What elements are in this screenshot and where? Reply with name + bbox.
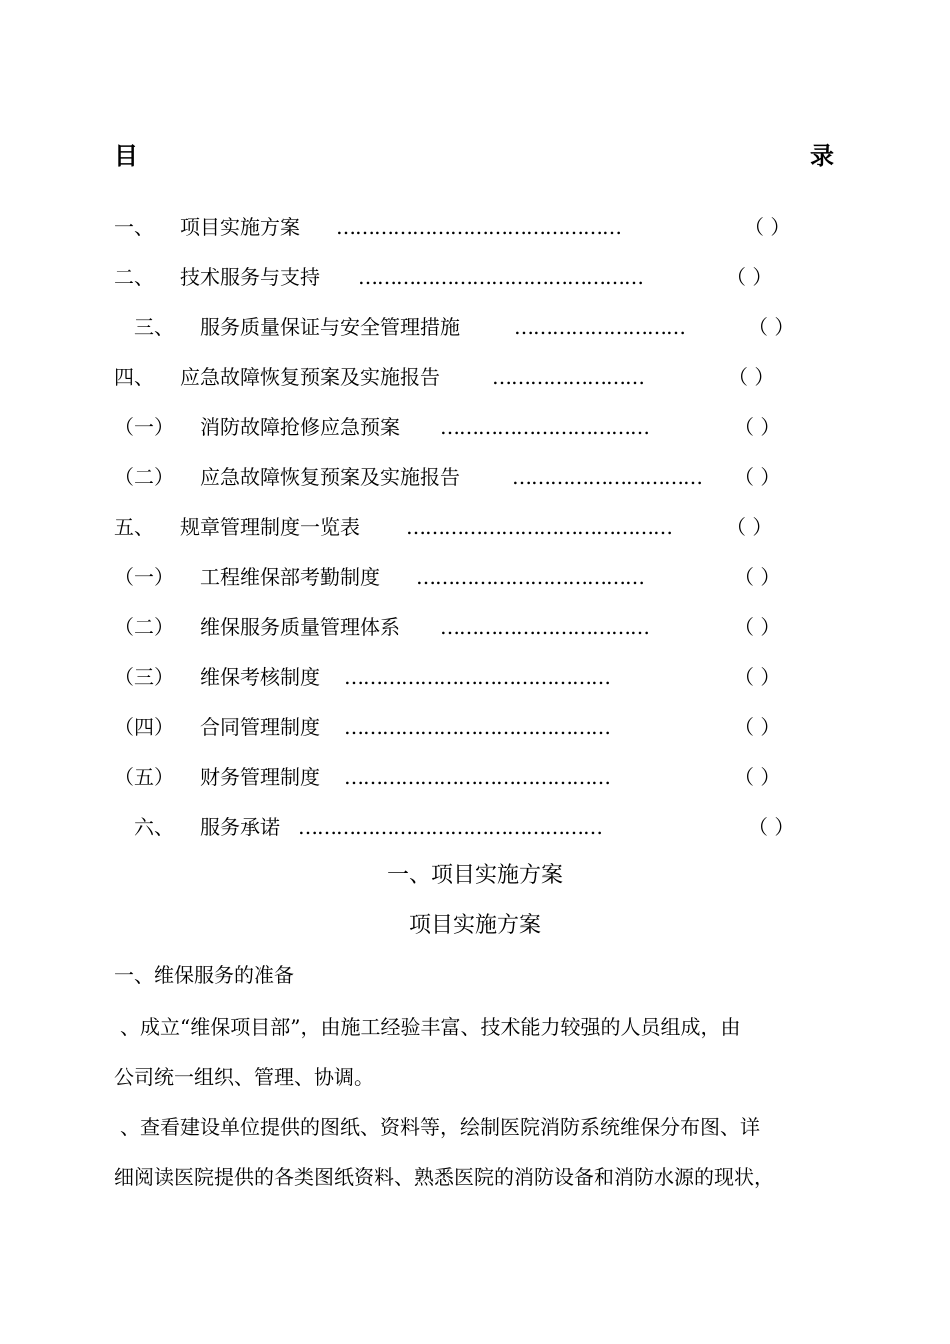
toc-entry-number: （一） xyxy=(114,415,174,439)
toc-entry-page: （ ） xyxy=(744,215,791,239)
toc-entry-leader: ……………………………………… xyxy=(358,265,643,289)
toc-entry-leader: …………………………………… xyxy=(406,515,672,539)
toc-entry[interactable] xyxy=(114,712,834,742)
toc-entry-leader: …………………… xyxy=(492,365,644,389)
paragraph-line: 、成立“维保项目部”，由施工经验丰富、技术能力较强的人员组成，由 xyxy=(120,1015,741,1039)
toc-entry-leader: ……………………………………… xyxy=(336,215,621,239)
toc-entry-text: 项目实施方案 xyxy=(180,215,300,239)
toc-entry-page: （ ） xyxy=(734,415,781,439)
toc-entry[interactable] xyxy=(114,512,834,542)
toc-entry[interactable] xyxy=(114,562,834,592)
toc-entry-page: （ ） xyxy=(728,365,775,389)
toc-entry[interactable] xyxy=(114,262,834,292)
toc-entry-number: 四、 xyxy=(114,365,154,389)
toc-entry[interactable] xyxy=(114,362,834,392)
toc-entry-page: （ ） xyxy=(734,565,781,589)
toc-entry[interactable] xyxy=(114,412,834,442)
subsection-heading: 一、维保服务的准备 xyxy=(114,963,294,987)
toc-entry-number: 六、 xyxy=(134,815,174,839)
toc-entry-text: 工程维保部考勤制度 xyxy=(200,565,380,589)
toc-entry-page: （ ） xyxy=(734,615,781,639)
toc-entry-number: 三、 xyxy=(134,315,174,339)
toc-entry-page: （ ） xyxy=(748,815,795,839)
toc-entry[interactable] xyxy=(134,812,834,842)
paragraph-line: 、查看建设单位提供的图纸、资料等，绘制医院消防系统维保分布图、详 xyxy=(120,1115,760,1139)
section-heading: 一、项目实施方案 xyxy=(386,863,563,888)
toc-entry-leader: …………………………………… xyxy=(344,665,610,689)
toc-entry-number: 二、 xyxy=(114,265,154,289)
paragraph-line: 公司统一组织、管理、协调。 xyxy=(114,1065,374,1089)
toc-entry-number: （一） xyxy=(114,565,174,589)
toc-entry[interactable] xyxy=(114,462,834,492)
toc-entry[interactable] xyxy=(114,762,834,792)
toc-entry-page: （ ） xyxy=(726,265,773,289)
toc-entry-text: 维保服务质量管理体系 xyxy=(200,615,400,639)
toc-entry-leader: …………………………… xyxy=(440,415,649,439)
toc-entry-page: （ ） xyxy=(734,765,781,789)
toc-entry-number: （五） xyxy=(114,765,174,789)
toc-entry-page: （ ） xyxy=(734,465,781,489)
toc-entry-text: 服务承诺 xyxy=(200,815,280,839)
toc-entry-number: （二） xyxy=(114,615,174,639)
toc-entry-number: 五、 xyxy=(114,515,154,539)
toc-entry-number: （四） xyxy=(114,715,174,739)
toc-entry-page: （ ） xyxy=(748,315,795,339)
toc-entry-text: 服务质量保证与安全管理措施 xyxy=(200,315,460,339)
toc-entry-leader: ……………………………… xyxy=(416,565,644,589)
toc-entry-text: 财务管理制度 xyxy=(200,765,320,789)
toc-entry-leader: ………………………………………… xyxy=(298,815,602,839)
toc-entry-text: 规章管理制度一览表 xyxy=(180,515,360,539)
toc-title-left: 目 xyxy=(114,142,138,170)
toc-entry[interactable] xyxy=(114,662,834,692)
toc-entry-page: （ ） xyxy=(734,715,781,739)
toc-entry-leader: …………………………… xyxy=(440,615,649,639)
toc-entry-text: 技术服务与支持 xyxy=(180,265,320,289)
toc-entry-text: 应急故障恢复预案及实施报告 xyxy=(200,465,460,489)
toc-entry-number: （三） xyxy=(114,665,174,689)
toc-entry-page: （ ） xyxy=(726,515,773,539)
toc-entry[interactable] xyxy=(134,312,834,342)
paragraph-line: 细阅读医院提供的各类图纸资料、熟悉医院的消防设备和消防水源的现状， xyxy=(114,1165,774,1189)
toc-entry-text: 消防故障抢修应急预案 xyxy=(200,415,400,439)
toc-entry-number: （二） xyxy=(114,465,174,489)
toc-entry-number: 一、 xyxy=(114,215,154,239)
toc-entry-text: 合同管理制度 xyxy=(200,715,320,739)
toc-entry-text: 维保考核制度 xyxy=(200,665,320,689)
toc-entry-page: （ ） xyxy=(734,665,781,689)
toc-title xyxy=(114,136,834,172)
toc-entry[interactable] xyxy=(114,612,834,642)
toc-entry-leader: ……………………… xyxy=(514,315,685,339)
toc-entry-leader: …………………………………… xyxy=(344,715,610,739)
toc-entry-text: 应急故障恢复预案及实施报告 xyxy=(180,365,440,389)
toc-entry[interactable] xyxy=(114,212,834,242)
toc-entry-leader: ………………………… xyxy=(512,465,702,489)
toc-title-right: 录 xyxy=(810,142,834,170)
section-subheading: 项目实施方案 xyxy=(408,913,541,938)
toc-entry-leader: …………………………………… xyxy=(344,765,610,789)
